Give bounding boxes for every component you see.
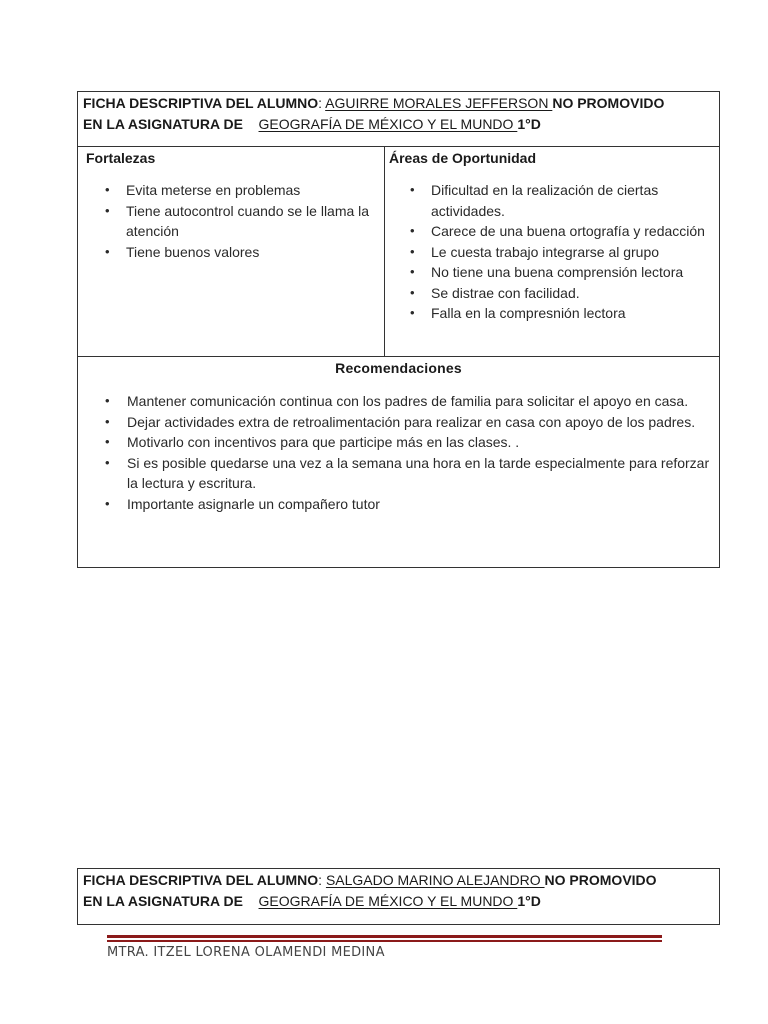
list-item: • Se distrae con facilidad. <box>410 283 713 304</box>
footer-rule <box>107 935 662 938</box>
opportunities-list <box>389 180 713 324</box>
card-colon: : <box>318 872 323 888</box>
list-item: • Carece de una buena ortografía y redacción <box>410 221 713 242</box>
list-item: • Dejar actividades extra de retroalimentación para realizar en casa con apoyo de los padres. <box>105 412 713 433</box>
list-item: • Dificultad en la realización de ciertas actividades. <box>410 180 713 221</box>
list-item: • Si es posible quedarse una vez a la semana una hora en la tarde especialmente para reforzar la lectura y escritura. <box>105 453 713 494</box>
recommendations-list <box>84 391 713 514</box>
list-item: • Importante asignarle un compañero tutor <box>105 494 713 515</box>
strengths-title: Fortalezas <box>86 150 156 166</box>
list-item: • Mantener comunicación continua con los padres de familia para solicitar el apoyo en casa. <box>105 391 713 412</box>
list-item: • Motivarlo con incentivos para que participe más en las clases. . <box>105 432 713 453</box>
card-label: FICHA DESCRIPTIVA DEL ALUMNO <box>83 872 319 888</box>
group-label: 1°D <box>517 893 541 909</box>
subject-name: GEOGRAFÍA DE MÉXICO Y EL MUNDO <box>258 893 518 909</box>
strengths-opportunities-row <box>78 147 719 357</box>
list-item: • Falla en la compresnión lectora <box>410 303 713 324</box>
card-label: FICHA DESCRIPTIVA DEL ALUMNO <box>83 95 319 111</box>
student-name: SALGADO MARINO ALEJANDRO <box>325 872 545 888</box>
strengths-column <box>78 147 385 356</box>
list-item: • Evita meterse en problemas <box>105 180 378 201</box>
card-colon: : <box>318 95 323 111</box>
recommendations-title: Recomendaciones <box>335 360 462 376</box>
opportunities-title: Áreas de Oportunidad <box>389 150 537 166</box>
list-item: • Le cuesta trabajo integrarse al grupo <box>410 242 713 263</box>
footer-rule <box>107 940 662 942</box>
subject-label: EN LA ASIGNATURA DE <box>83 116 243 132</box>
promotion-status: NO PROMOVIDO <box>544 872 657 888</box>
subject-label: EN LA ASIGNATURA DE <box>83 893 243 909</box>
list-item: • Tiene autocontrol cuando se le llama la atención <box>105 201 378 242</box>
student-name: AGUIRRE MORALES JEFFERSON <box>325 95 553 111</box>
list-item: • Tiene buenos valores <box>105 242 378 263</box>
strengths-list <box>84 180 378 262</box>
list-item: • No tiene una buena comprensión lectora <box>410 262 713 283</box>
card-header <box>78 92 719 147</box>
recommendations-section <box>78 357 719 567</box>
subject-name: GEOGRAFÍA DE MÉXICO Y EL MUNDO <box>258 116 518 132</box>
promotion-status: NO PROMOVIDO <box>552 95 665 111</box>
group-label: 1°D <box>517 116 541 132</box>
student-card-salgado <box>77 868 720 925</box>
teacher-name: MTRA. ITZEL LORENA OLAMENDI MEDINA <box>107 945 385 960</box>
opportunities-column <box>385 147 719 356</box>
card-header <box>78 869 719 924</box>
student-card-aguirre <box>77 91 720 568</box>
